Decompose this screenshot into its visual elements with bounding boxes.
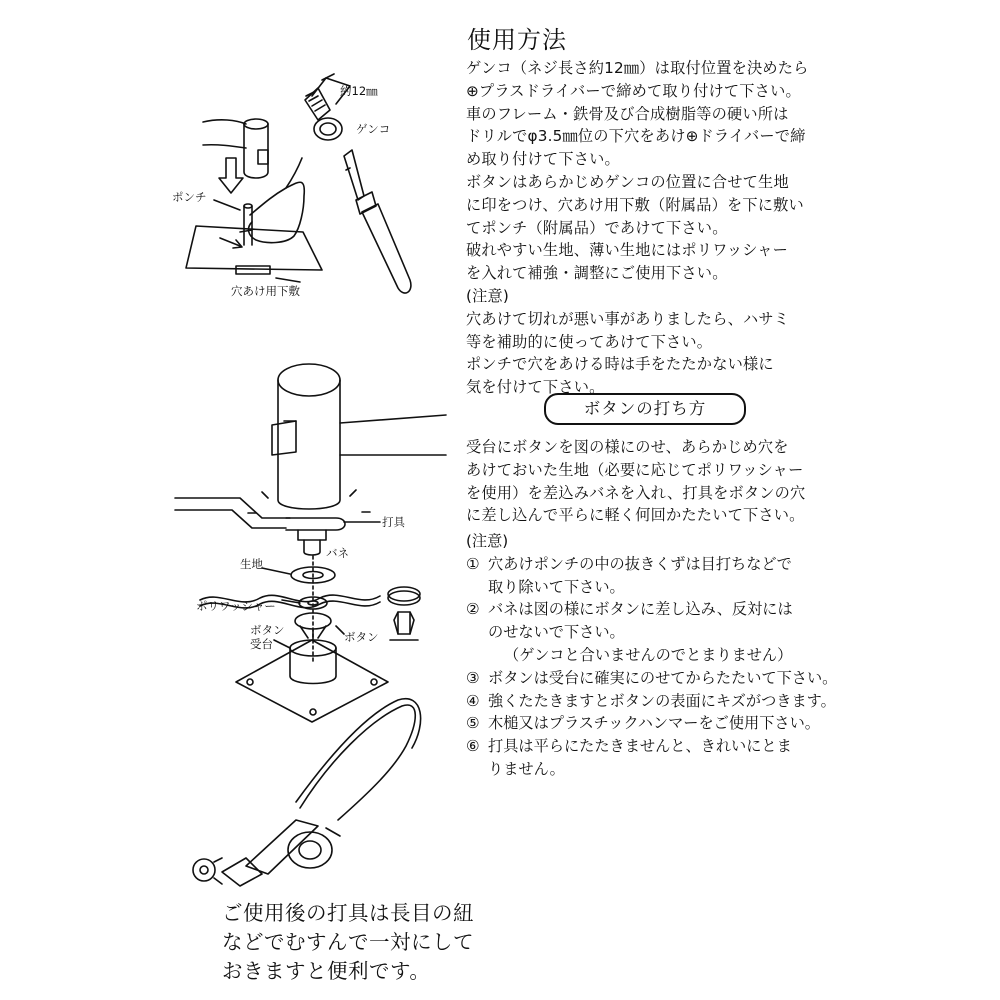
label-button-base-2: 受台 [250,637,273,651]
caution-list [466,530,836,781]
label-button: ボタン [344,630,379,644]
attach-line: に差し込んで平らに軽く何回かたたいて下さい。 [466,506,805,525]
item-text: 木槌又はプラスチックハンマーをご使用下さい。 [488,714,820,733]
attach-instructions [466,436,836,527]
usage-line: に印をつけ、穴あけ用下敷（附属品）を下に敷い [466,195,804,214]
item-text: バネは図の様にボタンに差し込み、反対には [488,600,793,619]
hammer-figure [175,364,446,555]
tied-tools-figure [193,699,421,886]
label-screw-length: 約12㎜ [340,84,378,98]
item-text: 打具は平らにたたきませんと、きれいにとま [488,737,792,756]
attach-line: あけておいた生地（必要に応じてポリワッシャー [466,460,804,479]
label-genko: ゲンコ [356,122,391,136]
button-assembly-figure [200,556,420,722]
label-punch: ポンチ [172,190,207,204]
section-title-button-attach: ボタンの打ち方 [544,393,746,425]
list-item [466,667,836,690]
item-text: 穴あけポンチの中の抜きくずは目打ちなどで [488,554,792,573]
item-text: ボタンは受台に確実にのせてからたたいて下さい。 [488,668,838,687]
page-title: 使用方法 [467,26,567,54]
item-number: ⑤ [466,714,480,733]
bottom-caption [222,899,474,986]
list-item [466,712,836,735]
usage-line: 車のフレーム・鉄骨及び合成樹脂等の硬い所は [466,104,789,123]
usage-line: ゲンコ（ネジ長さ約12㎜）は取付位置を決めたら [466,59,809,77]
list-item [466,598,836,621]
item-number: ③ [466,668,480,687]
item-number: ② [466,600,480,619]
usage-line: ドリルでφ3.5㎜位の下穴をあけ⊕ドライバーで締 [466,127,806,146]
note-line: ポンチで穴をあける時は手をたたかない様に [466,355,774,374]
item-number: ④ [466,691,480,710]
note-heading: (注意) [466,286,510,305]
caption-line: ご使用後の打具は長目の紐 [222,901,474,925]
item-text-cont: 取り除いて下さい。 [488,577,625,596]
caption-line: などでむすんで一対にして [222,930,474,954]
usage-line: を入れて補強・調整にご使用下さい。 [466,264,728,283]
screw-and-driver-figure [305,74,411,293]
note-line: 等を補助的に使ってあけて下さい。 [466,332,713,351]
usage-line: め取り付けて下さい。 [466,150,620,169]
attach-line: を使用）を差込みバネを入れ、打具をボタンの穴 [466,483,806,502]
item-text-cont: りません。 [488,759,565,778]
usage-line: ボタンはあらかじめゲンコの位置に合せて生地 [466,172,789,191]
item-text-cont: のせないで下さい。 [488,623,625,642]
item-text-extra: （ゲンコと合いませんのでとまりません） [504,645,793,664]
usage-line: 破れやすい生地、薄い生地にはポリワッシャー [466,241,789,260]
attach-line: 受台にボタンを図の様にのせ、あらかじめ穴を [466,438,789,456]
label-fabric: 生地 [240,557,263,571]
list-item [466,553,836,576]
caution-heading: (注意) [466,532,509,550]
note-line: 気を付けて下さい。 [466,378,605,397]
item-number: ① [466,554,480,573]
label-hole-base: 穴あけ用下敷 [231,284,300,298]
list-item [466,735,836,758]
item-text: 強くたたきますとボタンの表面にキズがつきます。 [488,691,836,710]
usage-line: ⊕プラスドライバーで締めて取り付けて下さい。 [466,81,801,100]
label-poly-washer: ポリワッシャー [196,599,276,613]
list-item [466,690,836,713]
caption-line: おきますと便利です。 [222,959,431,983]
label-spring: バネ [326,546,349,560]
note-line: 穴あけて切れが悪い事がありましたら、ハサミ [466,309,790,328]
usage-line: てポンチ（附属品）であけて下さい。 [466,218,728,237]
usage-instructions [466,57,836,399]
item-number: ⑥ [466,737,480,756]
label-button-base-1: ボタン [250,623,285,637]
label-tool: 打具 [382,515,405,529]
